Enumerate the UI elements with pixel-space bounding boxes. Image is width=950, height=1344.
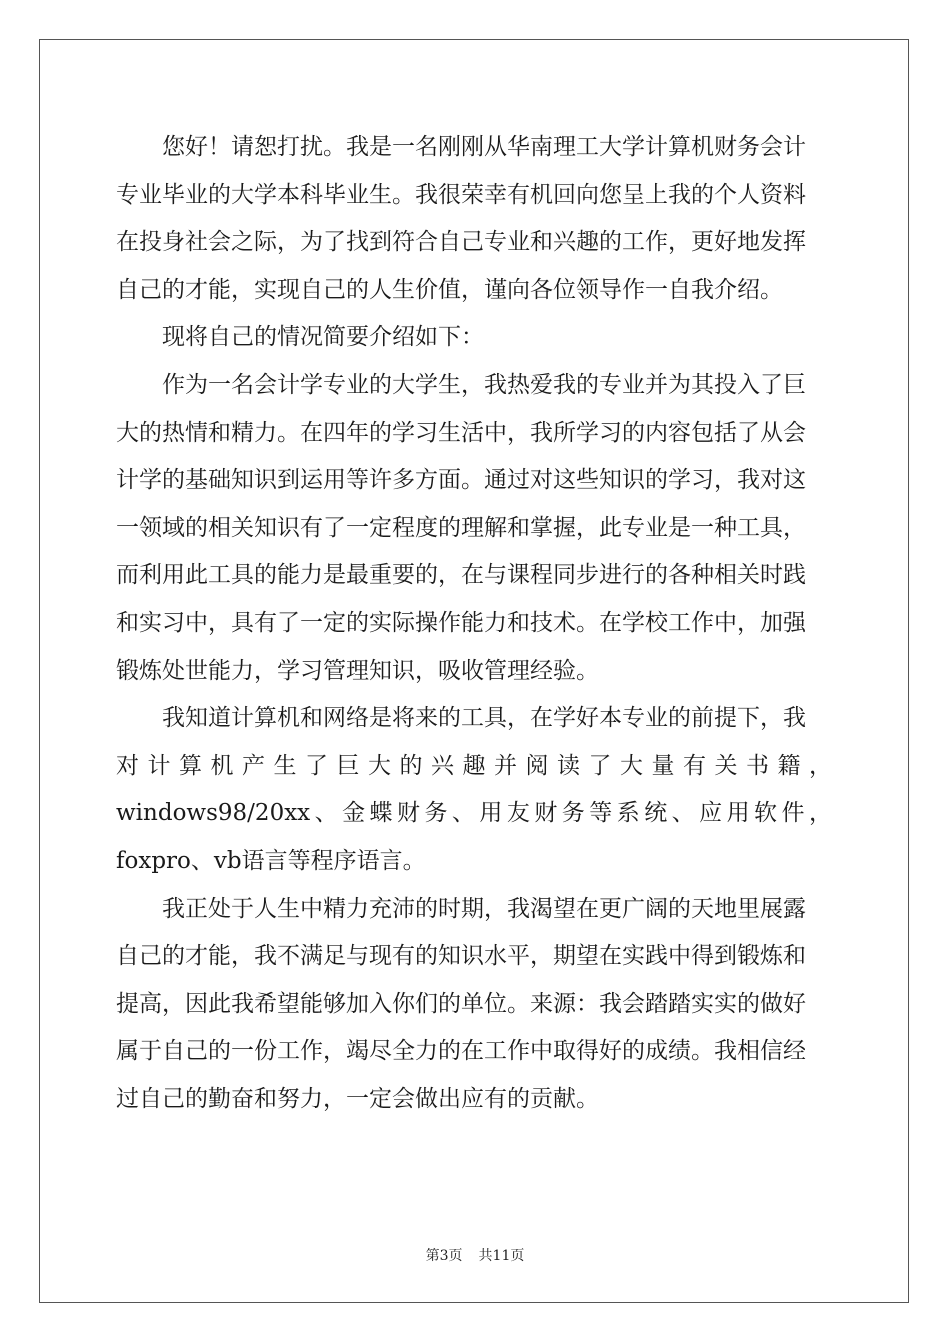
paragraph-line: 和实习中，具有了一定的实际操作能力和技术。在学校工作中，加强 [116, 609, 806, 636]
paragraph-line: 而利用此工具的能力是最重要的，在与课程同步进行的各种相关时践 [116, 562, 806, 589]
paragraph-line: 作为一名会计学专业的大学生，我热爱我的专业并为其投入了巨 [162, 371, 806, 398]
paragraph-line: 锻炼处世能力，学习管理知识，吸收管理经验。 [116, 657, 599, 684]
paragraph-line: 属于自己的一份工作，竭尽全力的在工作中取得好的成绩。我相信经 [116, 1038, 806, 1065]
document-body [116, 124, 832, 1123]
paragraph-line: 计学的基础知识到运用等许多方面。通过对这些知识的学习，我对这 [116, 467, 806, 494]
paragraph-line: windows98/20xx、金蝶财务、用友财务等系统、应用软件， [116, 800, 832, 827]
paragraph-line: 专业毕业的大学本科毕业生。我很荣幸有机回向您呈上我的个人资料 [116, 181, 806, 208]
paragraph-line: 您好！请恕打扰。我是一名刚刚从华南理工大学计算机财务会计 [162, 134, 806, 160]
page-total: 共11页 [478, 1248, 525, 1264]
page-footer [0, 1247, 950, 1265]
paragraph-line: 一领域的相关知识有了一定程度的理解和掌握，此专业是一种工具， [116, 514, 806, 541]
paragraph-line: 过自己的勤奋和努力，一定会做出应有的贡献。 [116, 1085, 599, 1112]
paragraph-line: 我正处于人生中精力充沛的时期，我渴望在更广阔的天地里展露 [162, 895, 806, 922]
paragraph-line: 我知道计算机和网络是将来的工具，在学好本专业的前提下，我 [162, 705, 806, 732]
paragraph-line: 现将自己的情况简要介绍如下： [162, 324, 484, 351]
paragraph-line: 自己的才能，实现自己的人生价值，谨向各位领导作一自我介绍。 [116, 276, 783, 303]
paragraph-line: foxpro、vb语言等程序语言。 [116, 847, 426, 874]
page-number: 第3页 [425, 1248, 463, 1264]
paragraph-line: 自己的才能，我不满足与现有的知识水平，期望在实践中得到锻炼和 [116, 943, 806, 970]
paragraph-line: 提高，因此我希望能够加入你们的单位。来源：我会踏踏实实的做好 [116, 990, 806, 1017]
paragraph-line: 大的热情和精力。在四年的学习生活中，我所学习的内容包括了从会 [116, 419, 806, 446]
paragraph-line: 在投身社会之际，为了找到符合自己专业和兴趣的工作，更好地发挥 [116, 229, 806, 256]
paragraph-line: 对计算机产生了巨大的兴趣并阅读了大量有关书籍， [116, 752, 832, 779]
